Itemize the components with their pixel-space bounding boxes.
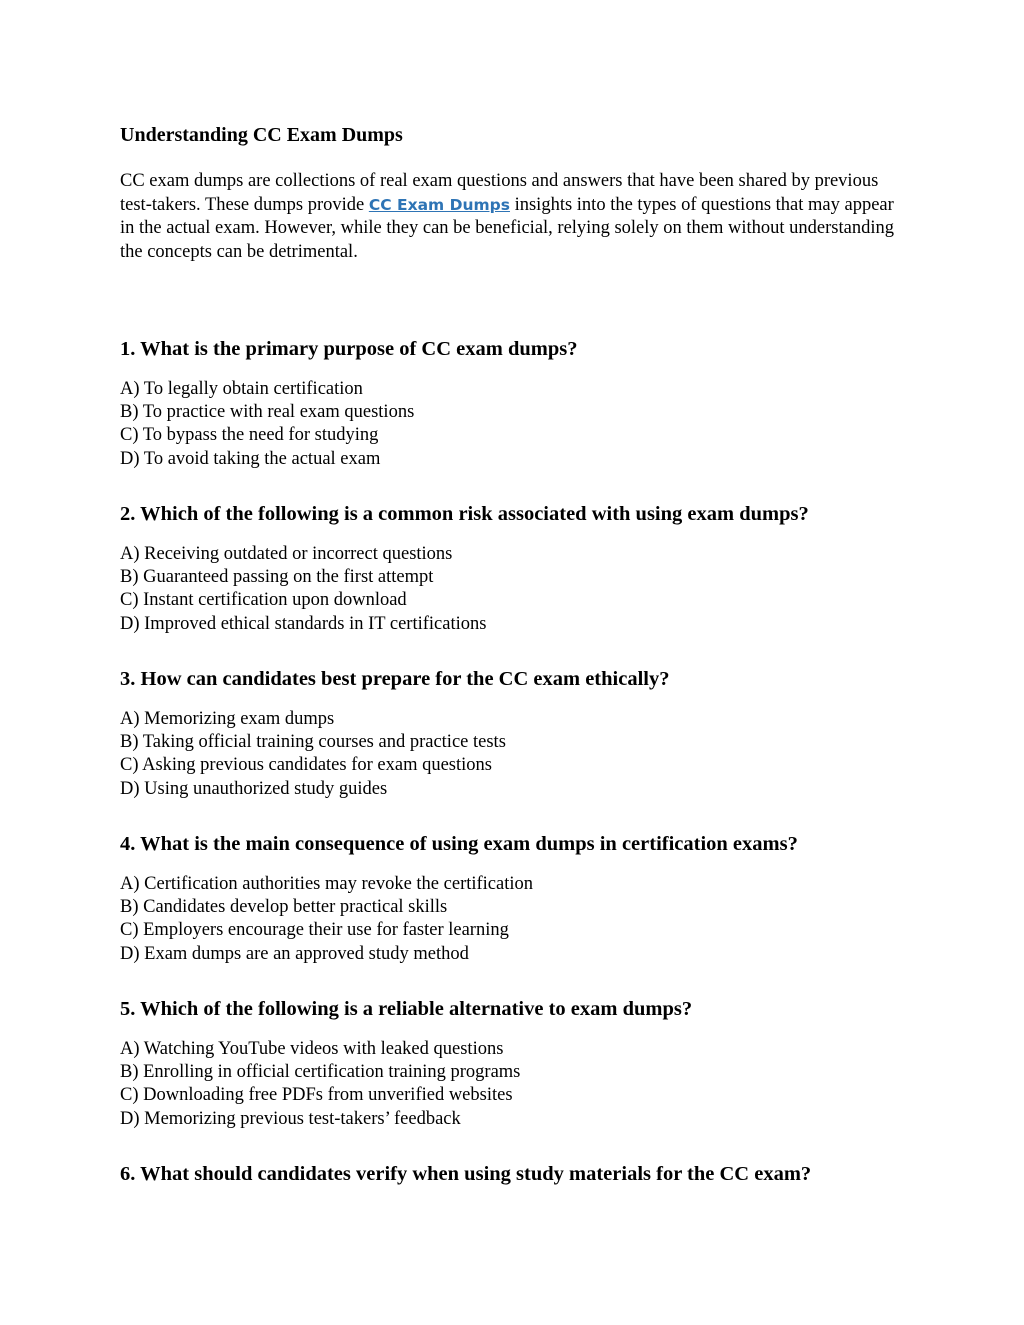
question-title: 3. How can candidates best prepare for the CC exam ethically? [120, 668, 670, 690]
option-item: A) Receiving outdated or incorrect questions [120, 544, 453, 564]
option-list [120, 1038, 910, 1131]
section-title: Understanding CC Exam Dumps [120, 124, 403, 146]
option-list [120, 873, 910, 966]
option-item: D) Exam dumps are an approved study method [120, 943, 469, 964]
option-item: C) Employers encourage their use for faster learning [120, 920, 509, 941]
option-item: A) Memorizing exam dumps [120, 709, 335, 729]
option-item: C) To bypass the need for studying [120, 425, 379, 446]
option-item: C) Downloading free PDFs from unverified websites [120, 1085, 513, 1106]
option-item: A) Watching YouTube videos with leaked questions [120, 1039, 504, 1059]
question-block [120, 336, 910, 471]
question-block [120, 1161, 910, 1187]
intro-paragraph [120, 170, 900, 264]
option-item: D) Improved ethical standards in IT certifications [120, 613, 487, 634]
intro-text-after-link: insights into the types of questions that may appear in the actual exam. However, while they can be beneficial, relying solely on them without understanding the concepts can be detrimental. [120, 194, 894, 262]
question-title: 2. Which of the following is a common risk associated with using exam dumps? [120, 503, 809, 525]
question-title: 5. Which of the following is a reliable alternative to exam dumps? [120, 998, 693, 1020]
option-list [120, 378, 910, 471]
question-title: 4. What is the main consequence of using exam dumps in certification exams? [120, 833, 798, 855]
question-block [120, 501, 910, 636]
option-item: B) Enrolling in official certification training programs [120, 1062, 521, 1083]
question-block [120, 666, 910, 801]
option-list [120, 543, 910, 636]
option-item: B) Guaranteed passing on the first attempt [120, 567, 434, 588]
question-title: 6. What should candidates verify when using study materials for the CC exam? [120, 1163, 812, 1185]
option-item: B) Candidates develop better practical skills [120, 897, 448, 918]
option-item: B) Taking official training courses and practice tests [120, 732, 506, 753]
option-item: A) Certification authorities may revoke the certification [120, 874, 534, 894]
option-list [120, 708, 910, 801]
question-block [120, 996, 910, 1131]
option-item: A) To legally obtain certification [120, 379, 363, 399]
option-item: C) Asking previous candidates for exam questions [120, 755, 492, 776]
option-item: B) To practice with real exam questions [120, 402, 415, 423]
question-title: 1. What is the primary purpose of CC exam dumps? [120, 338, 578, 360]
question-block [120, 831, 910, 966]
option-item: C) Instant certification upon download [120, 590, 407, 611]
option-item: D) To avoid taking the actual exam [120, 448, 381, 469]
option-item: D) Memorizing previous test-takers’ feedback [120, 1108, 461, 1129]
option-item: D) Using unauthorized study guides [120, 778, 388, 799]
cc-exam-dumps-link[interactable]: CC Exam Dumps [368, 195, 510, 214]
intro-text-before-link: CC exam dumps are collections of real exam questions and answers that have been shared by previous test-takers. These dumps provide [120, 171, 879, 215]
